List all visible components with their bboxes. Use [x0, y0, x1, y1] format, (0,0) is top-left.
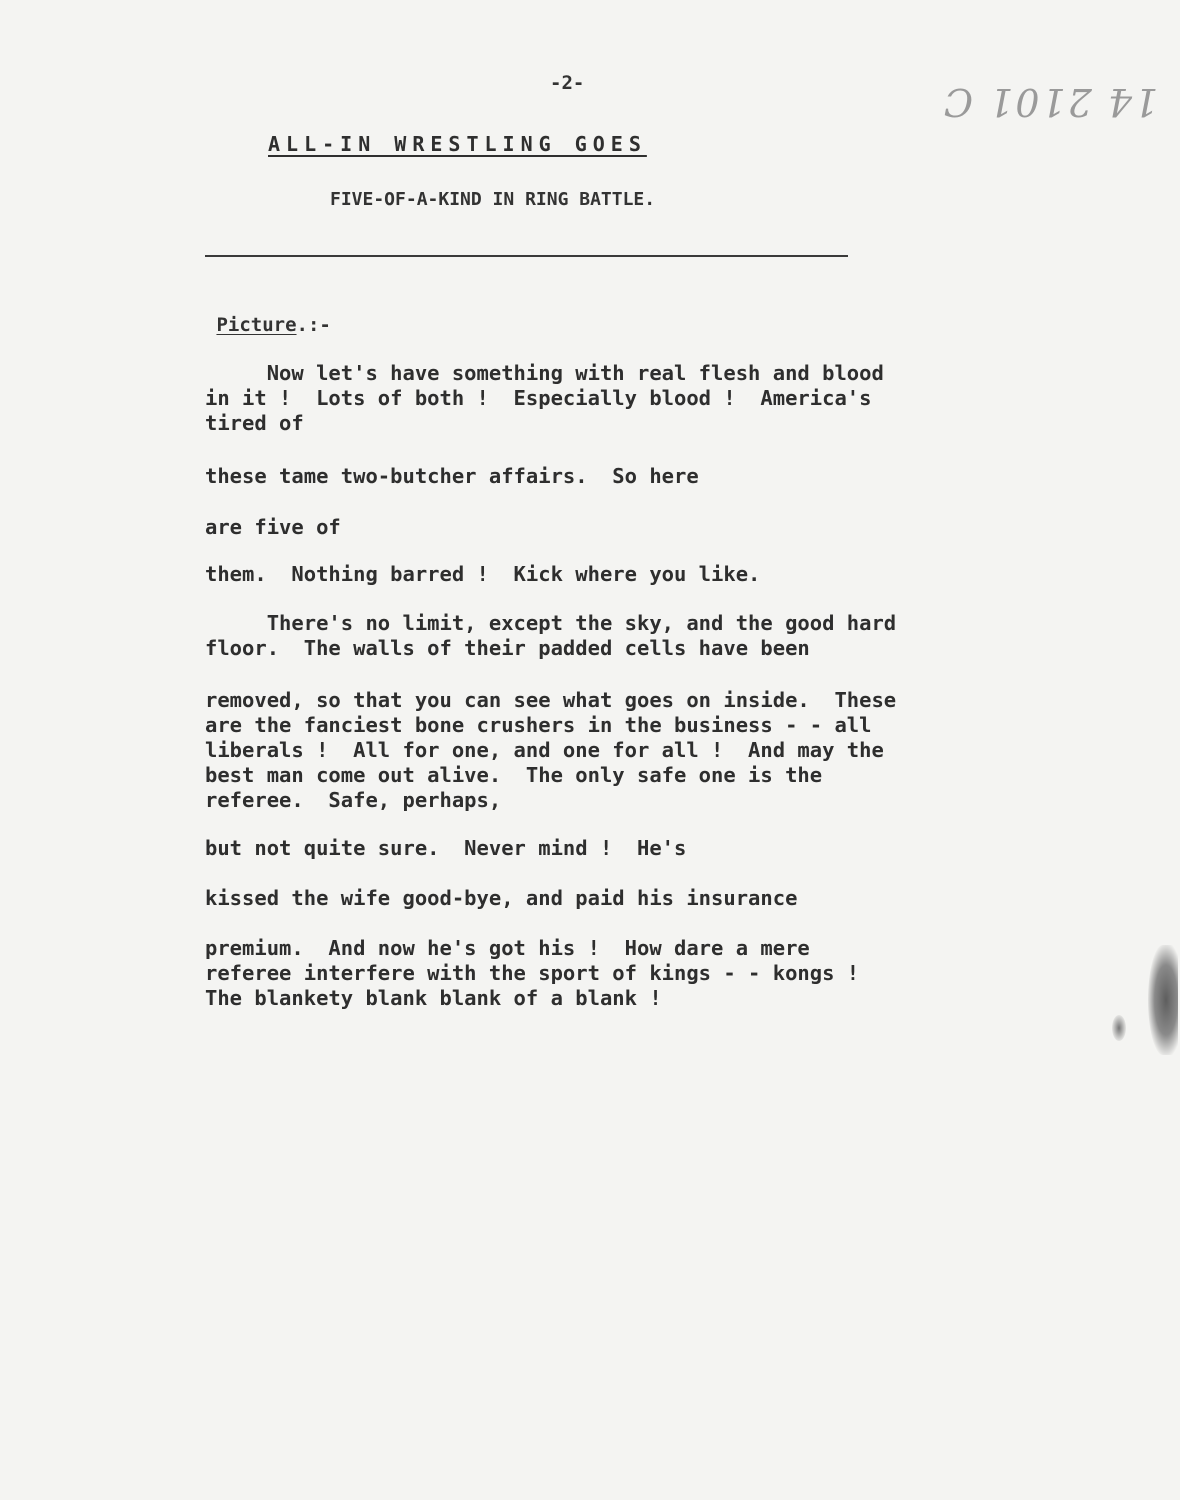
paper-stain: [1148, 945, 1178, 1055]
document-title: [268, 132, 647, 156]
section-label: [205, 314, 331, 336]
section-label-text: Picture: [216, 314, 297, 336]
horizontal-rule: [205, 255, 848, 257]
paragraph-8: kissed the wife good-bye, and paid his insurance: [205, 886, 798, 910]
paragraph-9: premium. And now he's got his ! How dare a mere referee interfere with the sport of kings - - kongs ! The blankety blank blank of a blank !: [205, 936, 860, 1010]
paragraph-4: them. Nothing barred ! Kick where you like.: [205, 562, 761, 586]
handwritten-archive-mark: 14 2101 C: [942, 80, 1159, 124]
paragraph-6: removed, so that you can see what goes on inside. These are the fanciest bone crushers in the business - - all liberals ! All for one, and one for all ! And may the best man come out alive. The only safe one is the referee. Safe, perhaps,: [205, 688, 897, 812]
paragraph-1: Now let's have something with real flesh and blood in it ! Lots of both ! Especially blood ! America's tired of: [205, 361, 884, 435]
document-subtitle: FIVE-OF-A-KIND IN RING BATTLE.: [330, 189, 656, 210]
page-number: -2-: [550, 72, 585, 94]
paragraph-5: There's no limit, except the sky, and the good hard floor. The walls of their padded cells have been: [205, 611, 897, 660]
section-label-suffix: .:-: [296, 314, 331, 336]
paragraph-7: but not quite sure. Never mind ! He's: [205, 836, 687, 860]
paragraph-3: are five of: [205, 515, 341, 539]
paper-stain-dot: [1112, 1015, 1126, 1041]
title-text: ALL-IN WRESTLING GOES: [268, 132, 647, 156]
paragraph-2: these tame two-butcher affairs. So here: [205, 464, 699, 488]
